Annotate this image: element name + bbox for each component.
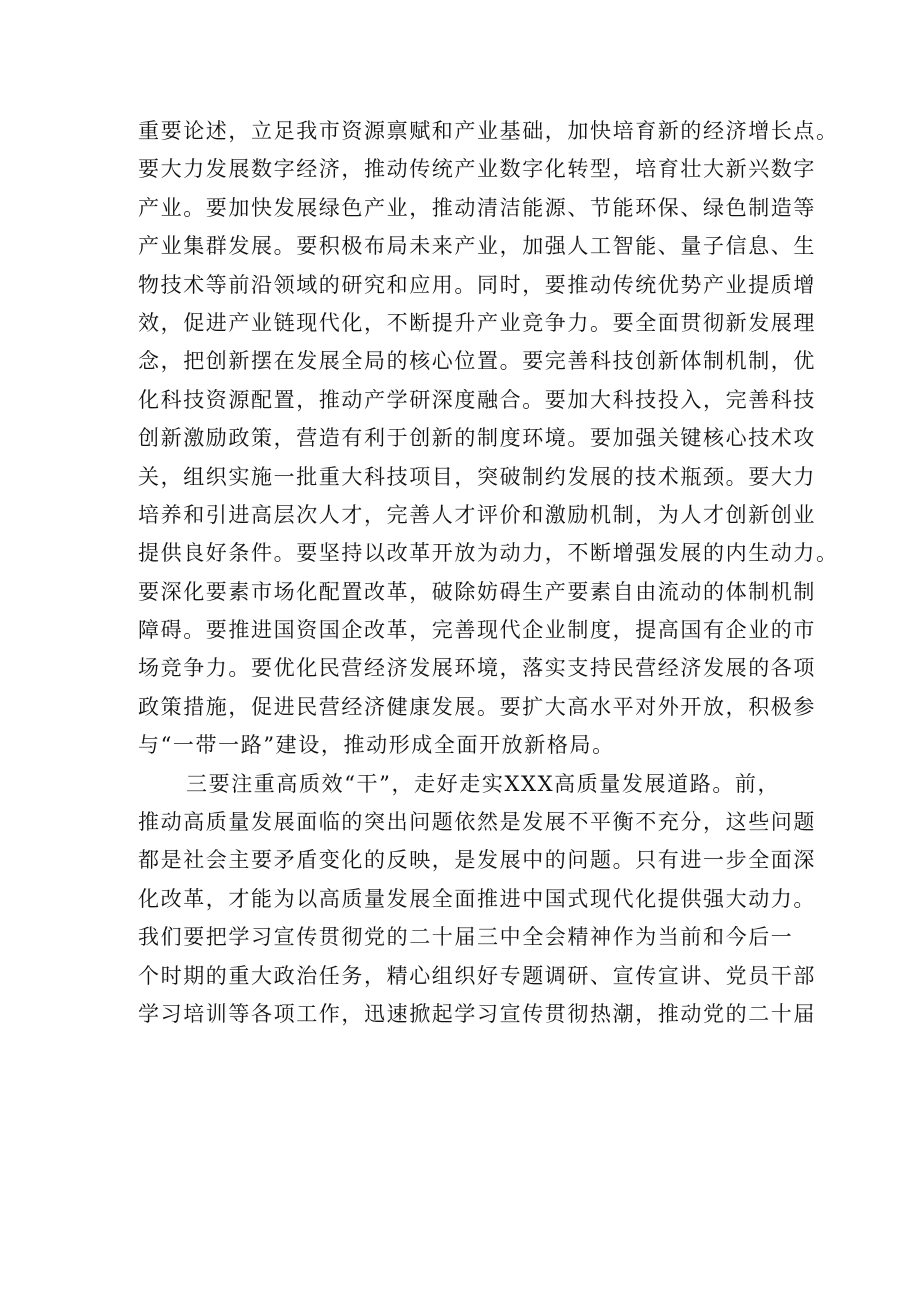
paragraph-line: 政策措施，促进民营经济健康发展。要扩大高水平对外开放，积极参	[138, 694, 816, 719]
paragraph-line: 效，促进产业链现代化，不断提升产业竞争力。要全面贯彻新发展理	[138, 310, 816, 335]
paragraph-line: 个时期的重大政治任务，精心组织好专题调研、宣传宣讲、党员干部	[138, 963, 816, 988]
paragraph-line: 化科技资源配置，推动产学研深度融合。要加大科技投入，完善科技	[138, 387, 816, 412]
paragraph-line: 培养和引进高层次人才，完善人才评价和激励机制，为人才创新创业	[138, 502, 816, 527]
paragraph-line: 都是社会主要矛盾变化的反映，是发展中的问题。只有进一步全面深	[138, 848, 816, 873]
paragraph-heading-line: 三要注重高质效“干”，走好走实XXX高质量发展道路。前，	[186, 771, 781, 796]
paragraph-line: 要大力发展数字经济，推动传统产业数字化转型，培育壮大新兴数字	[138, 157, 816, 182]
paragraph-line: 化改革，才能为以高质量发展全面推进中国式现代化提供强大动力。	[138, 886, 816, 911]
paragraph-line: 我们要把学习宣传贯彻党的二十届三中全会精神作为当前和今后一	[138, 925, 794, 950]
paragraph-line: 障碍。要推进国资国企改革，完善现代企业制度，提高国有企业的市	[138, 618, 816, 643]
paragraph-line: 物技术等前沿领域的研究和应用。同时，要推动传统优势产业提质增	[138, 272, 816, 297]
paragraph-line: 产业。要加快发展绿色产业，推动清洁能源、节能环保、绿色制造等	[138, 195, 816, 220]
paragraph-line: 场竞争力。要优化民营经济发展环境，落实支持民营经济发展的各项	[138, 656, 816, 681]
paragraph-line: 推动高质量发展面临的突出问题依然是发展不平衡不充分，这些问题	[138, 810, 816, 835]
paragraph-line: 关，组织实施一批重大科技项目，突破制约发展的技术瓶颈。要大力	[138, 464, 816, 489]
paragraph-line: 要深化要素市场化配置改革，破除妨碍生产要素自由流动的体制机制	[138, 579, 816, 604]
paragraph-line: 创新激励政策，营造有利于创新的制度环境。要加强关键核心技术攻	[138, 426, 816, 451]
paragraph-line: 产业集群发展。要积极布局未来产业，加强人工智能、量子信息、生	[138, 234, 816, 259]
paragraph-line: 重要论述，立足我市资源禀赋和产业基础，加快培育新的经济增长点。	[138, 119, 839, 143]
paragraph-line: 提供良好条件。要坚持以改革开放为动力，不断增强发展的内生动力。	[138, 541, 839, 566]
paragraph-line: 学习培训等各项工作，迅速掀起学习宣传贯彻热潮，推动党的二十届	[138, 1001, 816, 1026]
paragraph-line: 与“一带一路”建设，推动形成全面开放新格局。	[138, 733, 615, 758]
document-body	[138, 112, 839, 1033]
paragraph-line: 念，把创新摆在发展全局的核心位置。要完善科技创新体制机制，优	[138, 349, 816, 374]
